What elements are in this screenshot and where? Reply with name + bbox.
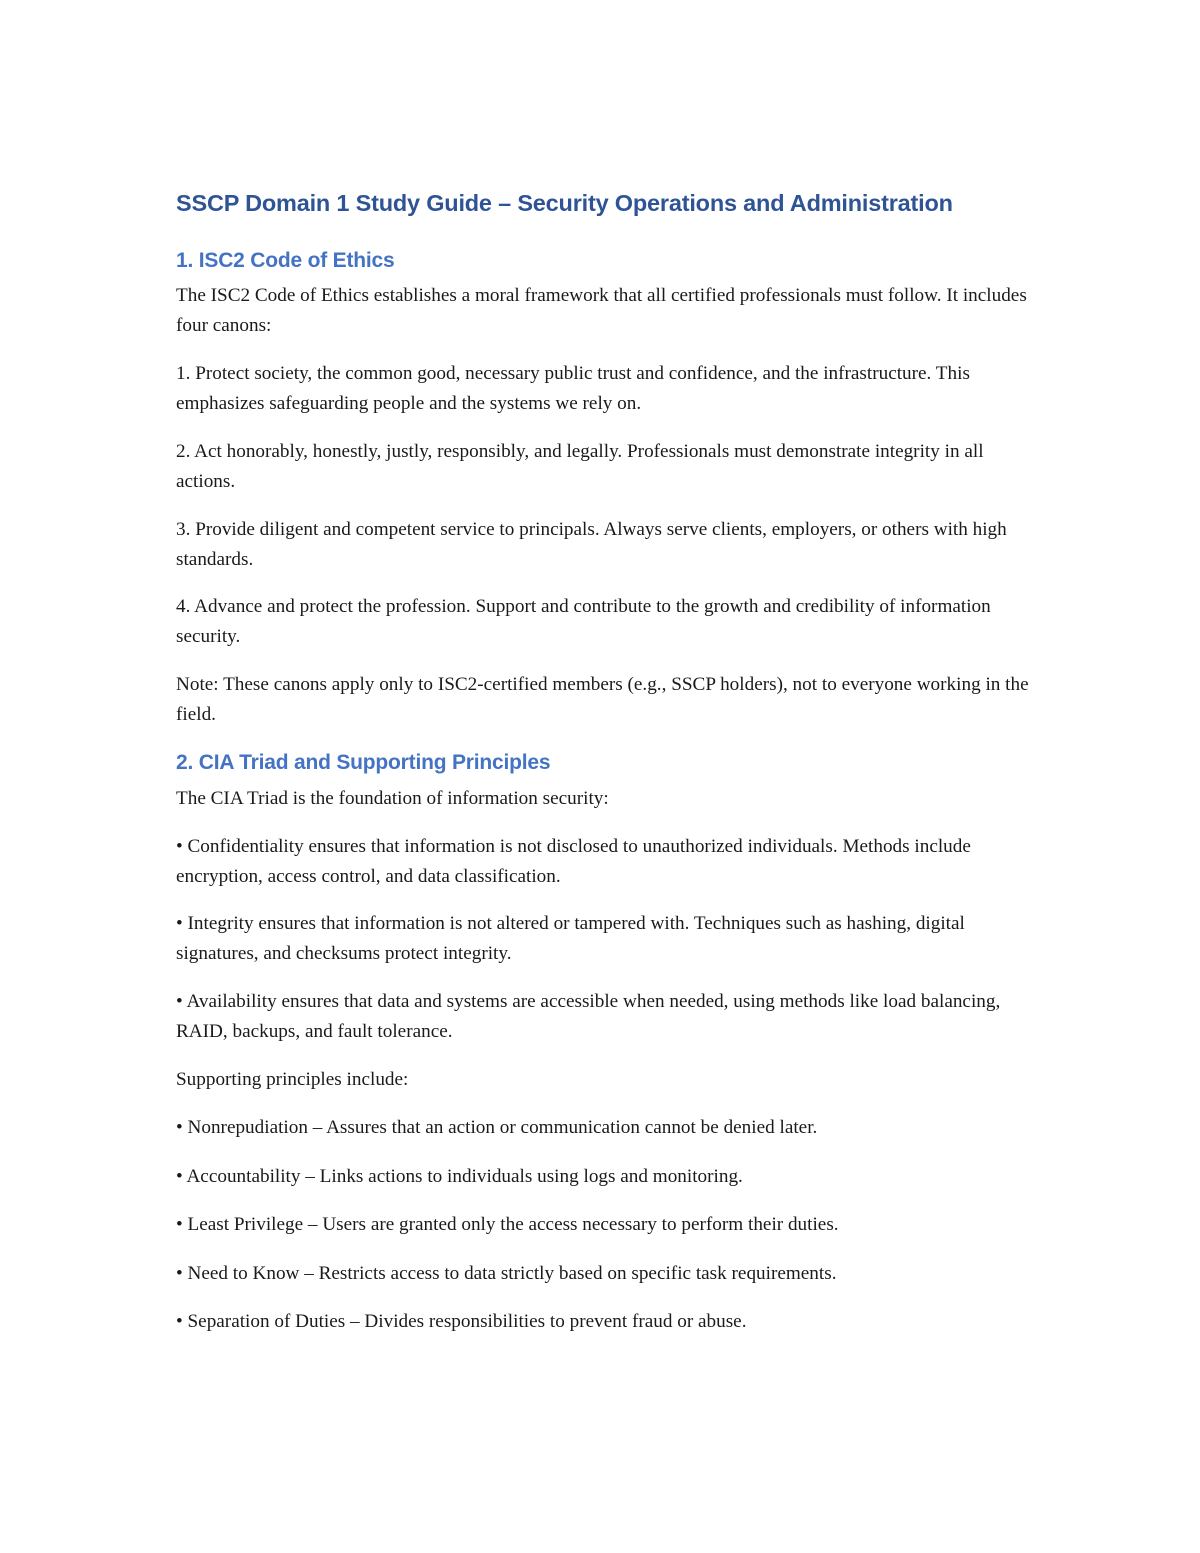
ethics-canon-3: 3. Provide diligent and competent service to principals. Always serve clients, employers, or others with high standards. xyxy=(176,519,1007,570)
principle-least-privilege: • Least Privilege – Users are granted only the access necessary to perform their duties. xyxy=(176,1214,839,1235)
ethics-canon-2: 2. Act honorably, honestly, justly, responsibly, and legally. Professionals must demonstrate integrity in all actions. xyxy=(176,441,984,492)
cia-availability-item: • Availability ensures that data and systems are accessible when needed, using methods like load balancing, RAID, backups, and fault tolerance. xyxy=(176,991,1001,1042)
ethics-note-paragraph: Note: These canons apply only to ISC2-certified members (e.g., SSCP holders), not to everyone working in the field. xyxy=(176,674,1029,725)
ethics-canon-4: 4. Advance and protect the profession. Support and contribute to the growth and credibility of information security. xyxy=(176,596,991,647)
supporting-principles-intro: Supporting principles include: xyxy=(176,1069,409,1090)
ethics-canon-1: 1. Protect society, the common good, necessary public trust and confidence, and the infrastructure. This emphasizes safeguarding people and the systems we rely on. xyxy=(176,363,970,414)
principle-nonrepudiation: • Nonrepudiation – Assures that an action or communication cannot be denied later. xyxy=(176,1117,818,1138)
ethics-intro-paragraph: The ISC2 Code of Ethics establishes a moral framework that all certified professionals must follow. It includes four canons: xyxy=(176,285,1027,336)
principle-need-to-know: • Need to Know – Restricts access to data strictly based on specific task requirements. xyxy=(176,1263,837,1284)
cia-intro-paragraph: The CIA Triad is the foundation of information security: xyxy=(176,788,609,809)
principle-separation-of-duties: • Separation of Duties – Divides responsibilities to prevent fraud or abuse. xyxy=(176,1311,747,1332)
principle-accountability: • Accountability – Links actions to individuals using logs and monitoring. xyxy=(176,1166,743,1187)
cia-integrity-item: • Integrity ensures that information is not altered or tampered with. Techniques such as hashing, digital signatures, and checksums protect integrity. xyxy=(176,913,965,964)
cia-confidentiality-item: • Confidentiality ensures that information is not disclosed to unauthorized individuals. Methods include encryption, access control, and data classification. xyxy=(176,836,971,887)
section-heading-ethics: 1. ISC2 Code of Ethics xyxy=(176,249,395,272)
section-heading-cia-triad: 2. CIA Triad and Supporting Principles xyxy=(176,751,551,774)
document-title: SSCP Domain 1 Study Guide – Security Operations and Administration xyxy=(176,190,953,216)
